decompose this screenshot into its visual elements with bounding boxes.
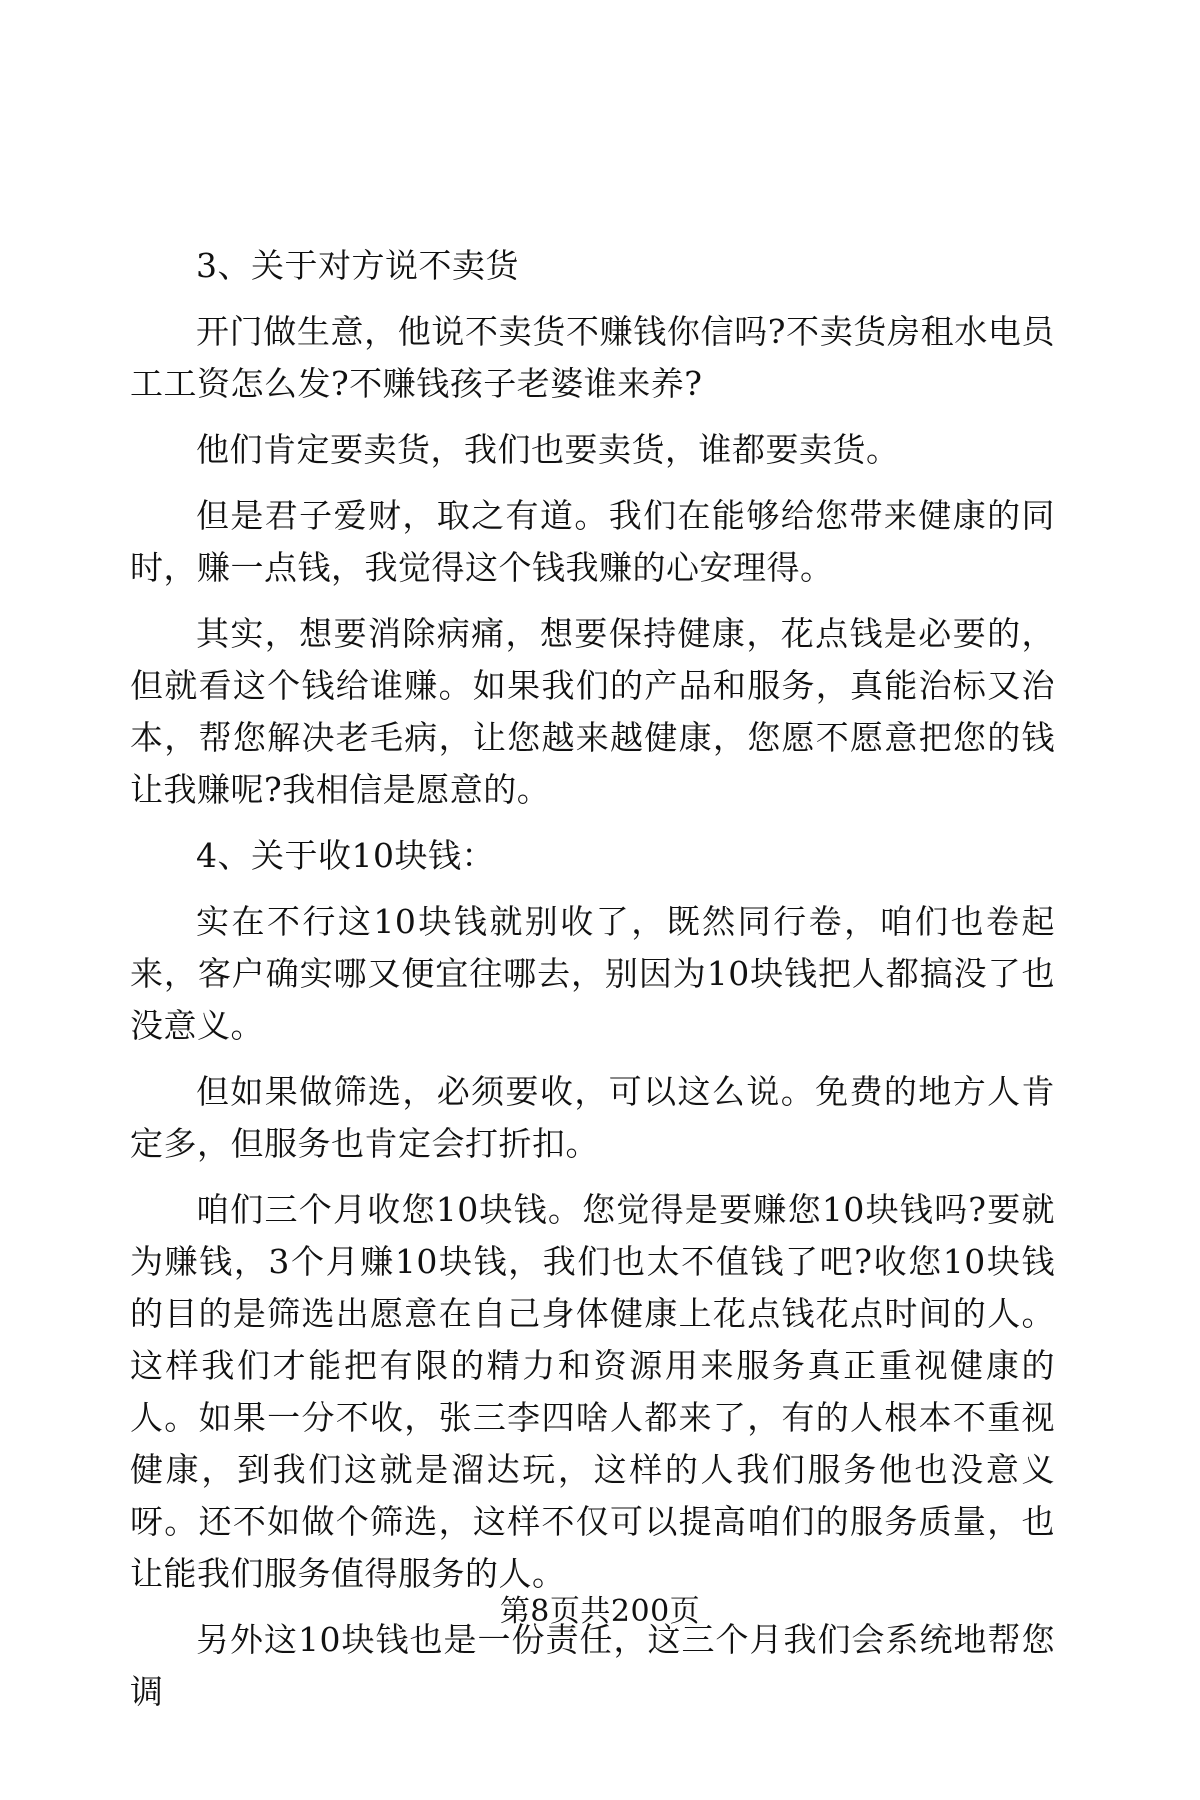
section-heading-3: 3、关于对方说不卖货	[196, 246, 519, 285]
document-body	[130, 240, 1055, 1732]
paragraph: 咱们三个月收您10块钱。您觉得是要赚您10块钱吗?要就为赚钱，3个月赚10块钱，我们也太不值钱了吧?收您10块钱的目的是筛选出愿意在自己身体健康上花点钱花点时间的人。这样我们才能把有限的精力和资源用来服务真正重视健康的人。如果一分不收，张三李四啥人都来了，有的人根本不重视健康，到我们这就是溜达玩，这样的人我们服务他也没意义呀。还不如做个筛选，这样不仅可以提高咱们的服务质量，也让能我们服务值得服务的人。	[130, 1190, 1055, 1593]
paragraph: 开门做生意，他说不卖货不赚钱你信吗?不卖货房租水电员工工资怎么发?不赚钱孩子老婆谁来养?	[130, 312, 1055, 403]
paragraph: 其实，想要消除病痛，想要保持健康，花点钱是必要的，但就看这个钱给谁赚。如果我们的产品和服务，真能治标又治本，帮您解决老毛病，让您越来越健康，您愿不愿意把您的钱让我赚呢?我相信是愿意的。	[130, 614, 1055, 809]
paragraph: 实在不行这10块钱就别收了，既然同行卷，咱们也卷起来，客户确实哪又便宜往哪去，别因为10块钱把人都搞没了也没意义。	[130, 902, 1055, 1045]
section-heading-4: 4、关于收10块钱：	[196, 836, 495, 875]
paragraph: 他们肯定要卖货，我们也要卖货，谁都要卖货。	[196, 430, 900, 469]
paragraph: 另外这10块钱也是一份责任，这三个月我们会系统地帮您调	[130, 1620, 1055, 1711]
page-number-footer: 第8页共200页	[499, 1594, 701, 1629]
paragraph: 但是君子爱财，取之有道。我们在能够给您带来健康的同时，赚一点钱，我觉得这个钱我赚的心安理得。	[130, 496, 1055, 587]
paragraph: 但如果做筛选，必须要收，可以这么说。免费的地方人肯定多，但服务也肯定会打折扣。	[130, 1072, 1055, 1163]
